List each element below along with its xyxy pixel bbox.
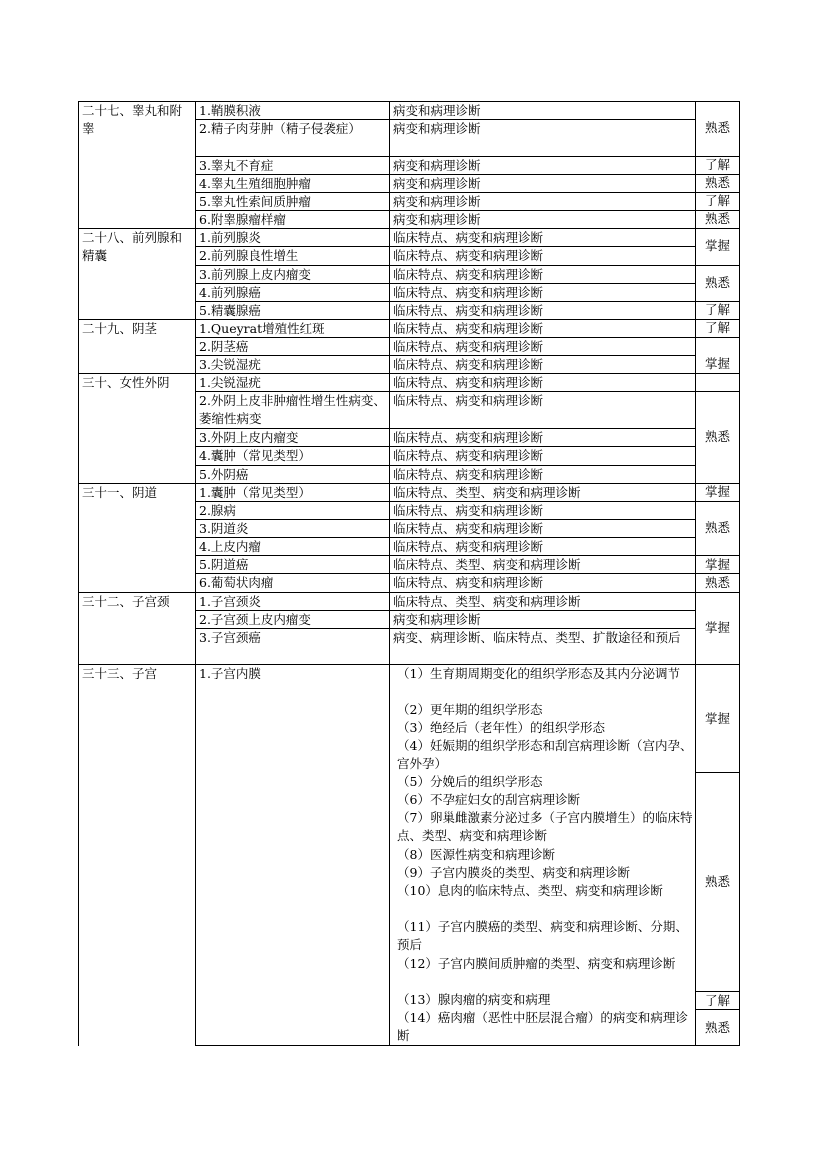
item-label: 4.囊肿（常见类型）	[199, 448, 311, 463]
section-label: 三十一、阴道	[82, 485, 158, 500]
level-label: 了解	[704, 993, 730, 1008]
item-label: 3.外阴上皮内瘤变	[199, 430, 299, 445]
level-label: 掌握	[704, 356, 730, 371]
requirement-text: 临床特点、病变和病理诊断	[393, 521, 544, 536]
sub-item: （10）息肉的临床特点、类型、病变和病理诊断	[397, 883, 663, 898]
level-label: 熟悉	[704, 429, 730, 444]
level-label: 熟悉	[704, 520, 730, 535]
item-label: 1.子宫内膜	[199, 666, 261, 681]
requirement-text: 临床特点、病变和病理诊断	[393, 539, 544, 554]
requirement-text: 临床特点、病变和病理诊断	[393, 267, 544, 282]
sub-item: （8）医源性病变和病理诊断	[397, 847, 555, 862]
item-label: 1.鞘膜积液	[199, 103, 261, 118]
requirement-text: 临床特点、病变和病理诊断	[393, 230, 544, 245]
item-label: 3.前列腺上皮内瘤变	[199, 267, 311, 282]
level-label: 熟悉	[704, 211, 730, 226]
item-label: 2.前列腺良性增生	[199, 248, 299, 263]
level-label: 熟悉	[704, 275, 730, 290]
sub-item: （2）更年期的组织学形态	[397, 702, 543, 717]
requirement-text: 临床特点、病变和病理诊断	[393, 375, 544, 390]
level-label: 熟悉	[704, 575, 730, 590]
item-label: 5.睾丸性索间质肿瘤	[199, 194, 311, 209]
grid-line	[78, 101, 79, 1046]
requirement-text: 临床特点、病变和病理诊断	[393, 393, 544, 408]
level-label: 熟悉	[704, 120, 730, 135]
item-label: 5.外阴癌	[199, 467, 249, 482]
item-label: 5.精囊腺癌	[199, 303, 261, 318]
requirement-text: 临床特点、病变和病理诊断	[393, 339, 544, 354]
level-label: 了解	[704, 302, 730, 317]
item-label: 4.前列腺癌	[199, 285, 261, 300]
sub-item: （4）妊娠期的组织学形态和刮宫病理诊断（宫内孕、宫外孕）	[397, 738, 693, 771]
level-label: 掌握	[704, 238, 730, 253]
item-label: 4.睾丸生殖细胞肿瘤	[199, 176, 311, 191]
item-label: 3.子宫颈癌	[199, 630, 261, 645]
section-label: 三十三、子宫	[82, 666, 158, 681]
item-label: 2.腺病	[199, 503, 236, 518]
requirement-text: 病变和病理诊断	[393, 212, 481, 227]
requirement-text: 病变和病理诊断	[393, 121, 481, 136]
sub-item: （9）子宫内膜炎的类型、病变和病理诊断	[397, 865, 630, 880]
sub-item: （7）卵巢雌激素分泌过多（子宫内膜增生）的临床特点、类型、病变和病理诊断	[397, 810, 693, 843]
item-label: 1.子宫颈炎	[199, 594, 261, 609]
section-label: 二十八、前列腺和精囊	[82, 230, 183, 263]
section-label: 三十、女性外阴	[82, 375, 170, 390]
requirement-text: 临床特点、类型、病变和病理诊断	[393, 594, 581, 609]
level-label: 掌握	[704, 711, 730, 726]
item-label: 2.阴茎癌	[199, 339, 249, 354]
requirement-text: 临床特点、病变和病理诊断	[393, 467, 544, 482]
requirement-text: 临床特点、病变和病理诊断	[393, 321, 544, 336]
item-label: 1.Queyrat增殖性红斑	[199, 321, 325, 336]
item-label: 2.精子肉芽肿（精子侵袭症）	[199, 121, 361, 136]
sub-item: （14）癌肉瘤（恶性中胚层混合瘤）的病变和病理诊断	[397, 1010, 688, 1043]
item-label: 6.附睾腺瘤样瘤	[199, 212, 286, 227]
requirement-text: 临床特点、病变和病理诊断	[393, 448, 544, 463]
item-label: 4.上皮内瘤	[199, 539, 261, 554]
section-label: 三十二、子宫颈	[82, 594, 170, 609]
requirement-text: 临床特点、病变和病理诊断	[393, 285, 544, 300]
item-label: 6.葡萄状肉瘤	[199, 575, 274, 590]
sub-item: （12）子宫内膜间质肿瘤的类型、病变和病理诊断	[397, 956, 676, 971]
level-label: 了解	[704, 157, 730, 172]
level-label: 掌握	[704, 620, 730, 635]
level-label: 掌握	[704, 557, 730, 572]
requirement-text: 病变和病理诊断	[393, 612, 481, 627]
level-label: 了解	[704, 320, 730, 335]
requirement-text: 临床特点、类型、病变和病理诊断	[393, 557, 581, 572]
sub-item: （5）分娩后的组织学形态	[397, 774, 543, 789]
requirement-text: 临床特点、病变和病理诊断	[393, 575, 544, 590]
section-label: 二十七、睾丸和附睾	[82, 103, 183, 136]
level-label: 熟悉	[704, 1020, 730, 1035]
level-label: 掌握	[704, 484, 730, 499]
level-label: 了解	[704, 193, 730, 208]
item-label: 3.阴道炎	[199, 521, 249, 536]
item-label: 3.睾丸不育症	[199, 158, 274, 173]
grid-line	[695, 772, 740, 773]
requirement-text: 临床特点、病变和病理诊断	[393, 357, 544, 372]
requirement-text: 临床特点、病变和病理诊断	[393, 303, 544, 318]
grid-line	[195, 1045, 740, 1046]
section-label: 二十九、阴茎	[82, 321, 158, 336]
sub-item: （1）生育期周期变化的组织学形态及其内分泌调节	[397, 666, 680, 681]
level-label: 熟悉	[704, 874, 730, 889]
item-label: 1.囊肿（常见类型）	[199, 485, 311, 500]
item-label: 2.外阴上皮非肿瘤性增生性病变、萎缩性病变	[199, 393, 386, 426]
sub-item: （6）不孕症妇女的刮宫病理诊断	[397, 792, 580, 807]
sub-item: （11）子宫内膜癌的类型、病变和病理诊断、分期、预后	[397, 919, 688, 952]
item-label: 2.子宫颈上皮内瘤变	[199, 612, 311, 627]
sub-item: （13）腺肉瘤的病变和病理	[397, 992, 551, 1007]
level-label: 熟悉	[704, 175, 730, 190]
item-label: 5.阴道癌	[199, 557, 249, 572]
requirement-text: 临床特点、病变和病理诊断	[393, 430, 544, 445]
item-label: 3.尖锐湿疣	[199, 357, 261, 372]
item-label: 1.前列腺炎	[199, 230, 261, 245]
requirement-text: 病变和病理诊断	[393, 103, 481, 118]
requirement-text: 临床特点、病变和病理诊断	[393, 503, 544, 518]
sub-item: （3）绝经后（老年性）的组织学形态	[397, 720, 605, 735]
item-label: 1.尖锐湿疣	[199, 375, 261, 390]
requirement-text: 临床特点、病变和病理诊断	[393, 248, 544, 263]
requirement-text: 病变和病理诊断	[393, 194, 481, 209]
requirement-text: 病变和病理诊断	[393, 158, 481, 173]
requirement-text: 病变和病理诊断	[393, 176, 481, 191]
requirement-text: 临床特点、类型、病变和病理诊断	[393, 485, 581, 500]
requirement-text: 病变、病理诊断、临床特点、类型、扩散途径和预后	[393, 630, 681, 645]
